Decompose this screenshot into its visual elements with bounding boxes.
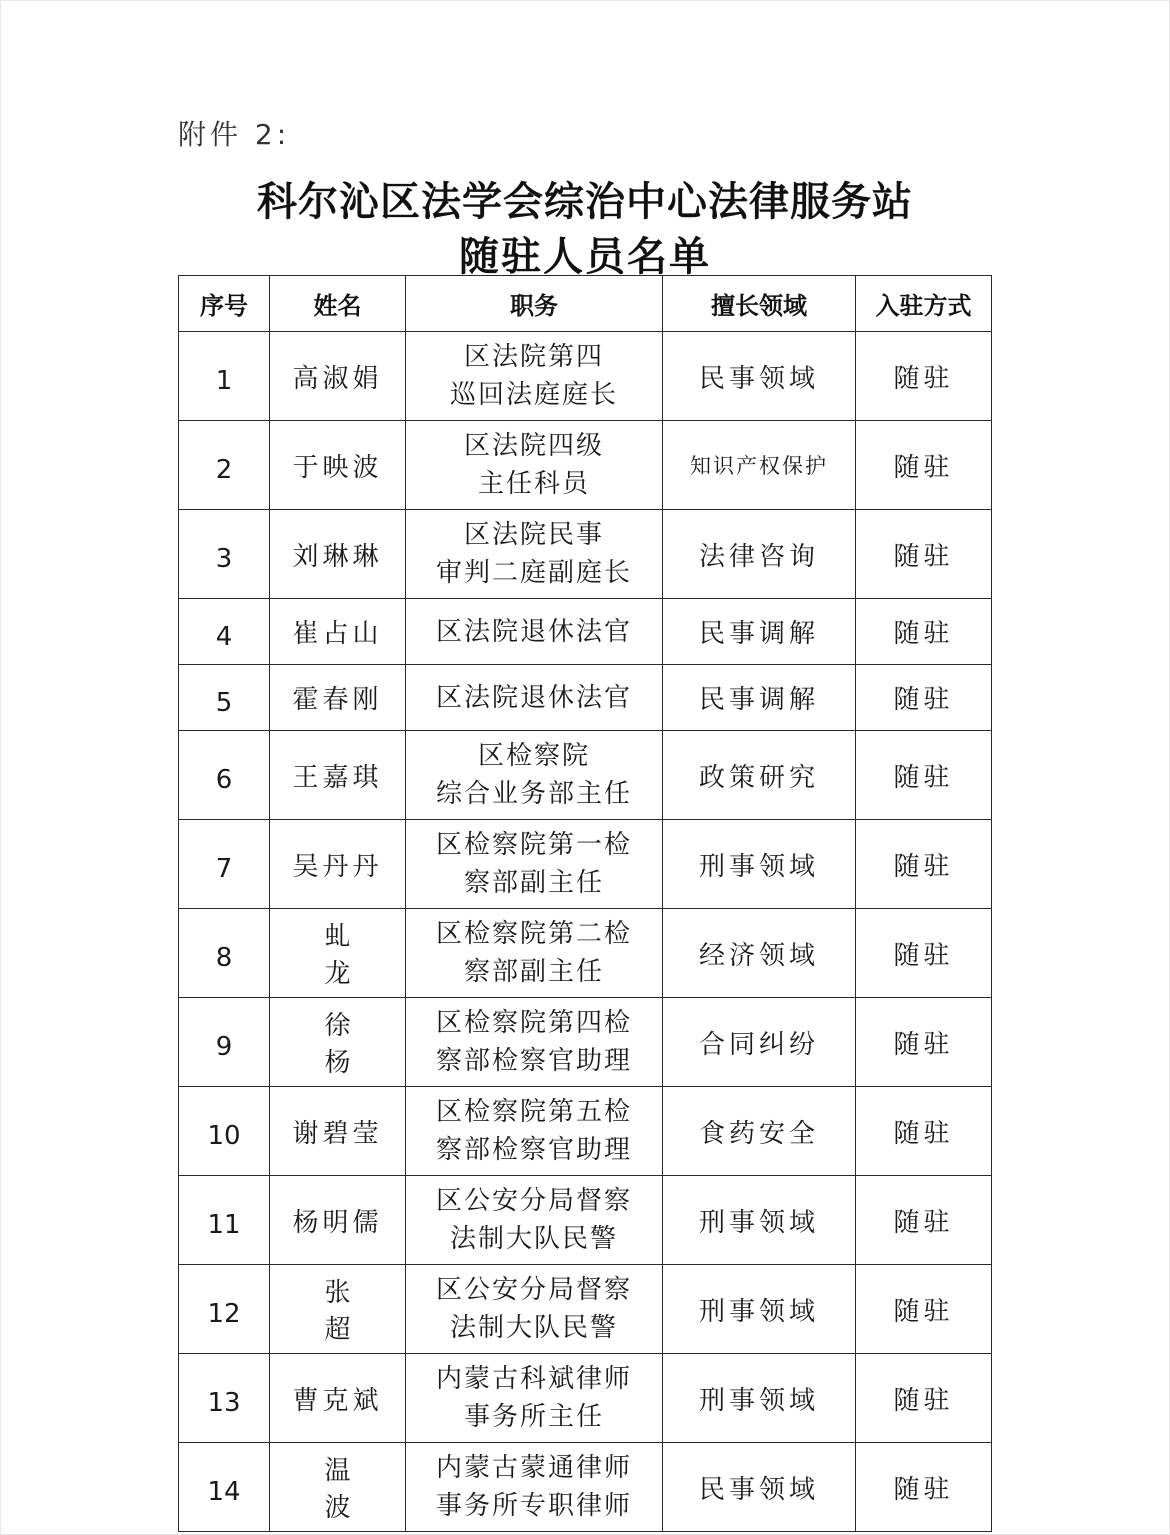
cell-seq: 1 [179, 332, 270, 421]
cell-name: 谢碧莹 [270, 1087, 406, 1176]
cell-seq: 3 [179, 510, 270, 599]
position-line: 内蒙古科斌律师 [435, 1364, 632, 1394]
position-line: 察部副主任 [463, 868, 604, 898]
cell-seq: 8 [179, 909, 270, 998]
cell-mode: 随驻 [856, 1443, 992, 1532]
attachment-label: 附件 2: [178, 118, 291, 151]
position-line: 巡回法庭庭长 [449, 380, 618, 410]
table-row [179, 998, 992, 1087]
cell-mode: 随驻 [856, 1176, 992, 1265]
header-position: 职务 [406, 276, 663, 332]
cell-name: 徐杨 [270, 998, 406, 1087]
position-line: 综合业务部主任 [435, 779, 632, 809]
cell-position [406, 599, 663, 665]
cell-seq: 13 [179, 1354, 270, 1443]
cell-seq: 10 [179, 1087, 270, 1176]
cell-position [406, 1354, 663, 1443]
table-row [179, 731, 992, 820]
cell-seq: 2 [179, 421, 270, 510]
position-line: 区检察院第一检 [435, 830, 632, 860]
cell-name: 温波 [270, 1443, 406, 1532]
cell-position [406, 731, 663, 820]
cell-name: 刘琳琳 [270, 510, 406, 599]
cell-expertise: 刑事领域 [663, 1176, 856, 1265]
cell-expertise: 刑事领域 [663, 1265, 856, 1354]
position-line: 事务所专职律师 [435, 1491, 632, 1521]
table-row [179, 665, 992, 731]
cell-mode: 随驻 [856, 1354, 992, 1443]
cell-expertise: 法律咨询 [663, 510, 856, 599]
cell-position [406, 665, 663, 731]
table-row [179, 421, 992, 510]
cell-name: 曹克斌 [270, 1354, 406, 1443]
position-line: 区公安分局督察 [435, 1275, 632, 1305]
cell-position [406, 1443, 663, 1532]
cell-name: 高淑娟 [270, 332, 406, 421]
cell-name: 霍春刚 [270, 665, 406, 731]
cell-mode: 随驻 [856, 820, 992, 909]
cell-seq: 12 [179, 1265, 270, 1354]
table-row [179, 1354, 992, 1443]
position-line: 事务所主任 [463, 1402, 604, 1432]
cell-position [406, 421, 663, 510]
table-row [179, 510, 992, 599]
cell-expertise: 知识产权保护 [663, 421, 856, 510]
table-row [179, 1265, 992, 1354]
cell-expertise: 民事领域 [663, 1443, 856, 1532]
position-line: 区法院退休法官 [435, 682, 632, 713]
position-line: 区检察院第二检 [435, 919, 632, 949]
table-row [179, 1443, 992, 1532]
cell-expertise: 民事调解 [663, 599, 856, 665]
cell-seq: 5 [179, 665, 270, 731]
cell-name: 于映波 [270, 421, 406, 510]
cell-position [406, 1087, 663, 1176]
cell-mode: 随驻 [856, 421, 992, 510]
position-line: 区法院四级 [463, 431, 604, 461]
position-line: 区法院第四 [463, 342, 604, 372]
cell-name: 崔占山 [270, 599, 406, 665]
cell-mode: 随驻 [856, 909, 992, 998]
position-line: 区检察院第四检 [435, 1008, 632, 1038]
position-line: 察部副主任 [463, 957, 604, 987]
table-row [179, 332, 992, 421]
header-name: 姓名 [270, 276, 406, 332]
table-body [179, 332, 992, 1532]
cell-position [406, 1265, 663, 1354]
cell-position [406, 998, 663, 1087]
cell-name: 吴丹丹 [270, 820, 406, 909]
staff-roster-table [178, 275, 992, 1532]
table-header-row [179, 276, 992, 332]
cell-mode: 随驻 [856, 599, 992, 665]
cell-name: 杨明儒 [270, 1176, 406, 1265]
cell-seq: 9 [179, 998, 270, 1087]
position-line: 区检察院 [477, 741, 590, 771]
cell-position [406, 820, 663, 909]
cell-mode: 随驻 [856, 731, 992, 820]
document-title-line2: 随驻人员名单 [459, 234, 711, 280]
position-line: 法制大队民警 [449, 1224, 618, 1254]
cell-expertise: 民事调解 [663, 665, 856, 731]
position-line: 区法院民事 [463, 520, 604, 550]
cell-seq: 4 [179, 599, 270, 665]
cell-expertise: 合同纠纷 [663, 998, 856, 1087]
cell-position [406, 909, 663, 998]
position-line: 内蒙古蒙通律师 [435, 1453, 632, 1483]
cell-expertise: 食药安全 [663, 1087, 856, 1176]
cell-name: 张超 [270, 1265, 406, 1354]
cell-expertise: 刑事领域 [663, 1354, 856, 1443]
cell-seq: 11 [179, 1176, 270, 1265]
position-line: 区公安分局督察 [435, 1186, 632, 1216]
header-mode: 入驻方式 [856, 276, 992, 332]
cell-expertise: 政策研究 [663, 731, 856, 820]
position-line: 区检察院第五检 [435, 1097, 632, 1127]
cell-position [406, 332, 663, 421]
position-line: 察部检察官助理 [435, 1135, 632, 1165]
position-line: 审判二庭副庭长 [435, 558, 632, 588]
cell-seq: 14 [179, 1443, 270, 1532]
cell-position [406, 1176, 663, 1265]
position-line: 察部检察官助理 [435, 1046, 632, 1076]
position-line: 主任科员 [477, 469, 590, 499]
position-line: 法制大队民警 [449, 1313, 618, 1343]
cell-mode: 随驻 [856, 1087, 992, 1176]
cell-expertise: 刑事领域 [663, 820, 856, 909]
cell-name: 王嘉琪 [270, 731, 406, 820]
position-line: 区法院退休法官 [435, 616, 632, 647]
table-row [179, 599, 992, 665]
cell-seq: 7 [179, 820, 270, 909]
table-row [179, 1176, 992, 1265]
header-expertise: 擅长领域 [663, 276, 856, 332]
cell-expertise: 民事领域 [663, 332, 856, 421]
cell-position [406, 510, 663, 599]
cell-mode: 随驻 [856, 998, 992, 1087]
table-row [179, 909, 992, 998]
cell-mode: 随驻 [856, 665, 992, 731]
cell-name: 虬龙 [270, 909, 406, 998]
cell-mode: 随驻 [856, 332, 992, 421]
cell-expertise: 经济领域 [663, 909, 856, 998]
table-row [179, 1087, 992, 1176]
cell-seq: 6 [179, 731, 270, 820]
document-title-line1: 科尔沁区法学会综治中心法律服务站 [257, 179, 913, 225]
table-row [179, 820, 992, 909]
cell-mode: 随驻 [856, 510, 992, 599]
header-seq: 序号 [179, 276, 270, 332]
cell-mode: 随驻 [856, 1265, 992, 1354]
